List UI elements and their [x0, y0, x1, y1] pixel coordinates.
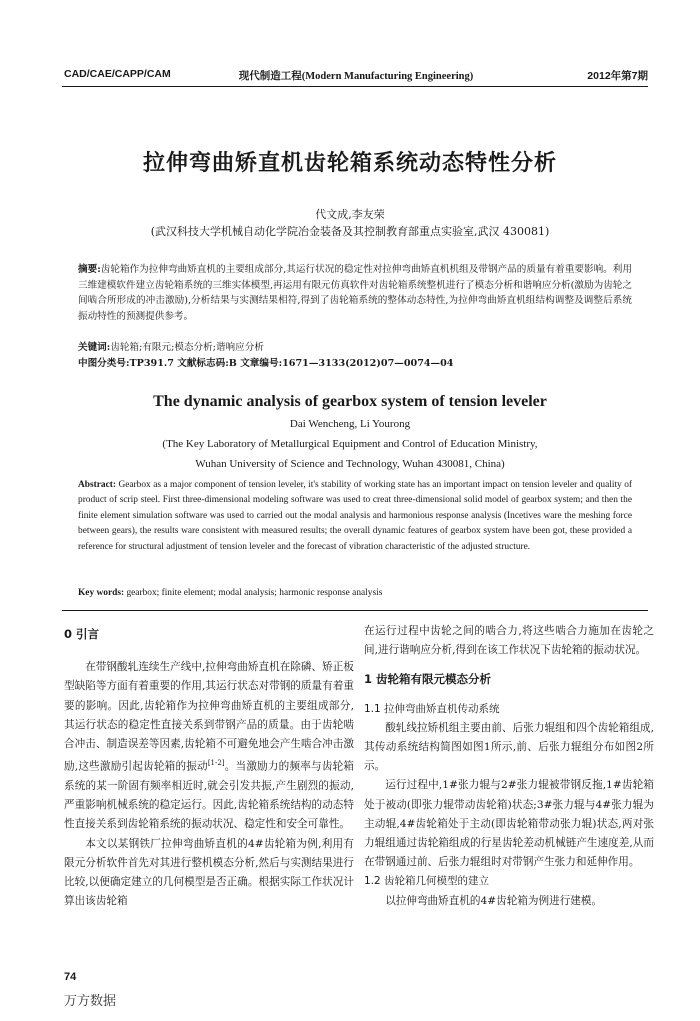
subsection-1-2-heading: 1.2 齿轮箱几何模型的建立: [364, 875, 490, 888]
keywords-en: [78, 586, 632, 601]
body-left-column: [64, 622, 354, 911]
keywords-cn-label: 关键词:: [78, 342, 111, 353]
right-paragraph-0: 在运行过程中齿轮之间的啮合力,将这些啮合力施加在齿轮之间,进行谐响应分析,得到在该工作状况下齿轮箱的振动状况。: [364, 625, 654, 657]
paper-title-cn: 拉伸弯曲矫直机齿轮箱系统动态特性分析: [142, 151, 557, 176]
intro-paragraph-1: [64, 658, 354, 834]
authors-en: Dai Wencheng, Li Yourong: [289, 418, 411, 430]
right-paragraph-1: 酸轧线拉矫机组主要由前、后张力辊组和四个齿轮箱组成,其传动系统结构简图如图1所示,前、后张力辊组分布如图2所示。: [364, 721, 654, 773]
header-issue: 2012年第7期: [587, 70, 648, 82]
body-right-column: [364, 622, 654, 911]
abstract-en: [78, 478, 632, 555]
abstract-cn: [78, 262, 632, 324]
intro-p1-text: 在带钢酸轧连续生产线中,拉伸弯曲矫直机在除磷、矫正板型缺陷等方面有着重要的作用,其运行状态对带钢的质量有着重要的影响。因此,齿轮箱作为拉伸弯曲矫直机的主要组成部分,其运行状态的稳定性直接关系到带钢产品的质量。由于齿轮啮合冲击、制造误差等因素,齿轮箱不可避免地会产生啮合冲击激励,这些激励引起齿轮箱的振动: [64, 661, 354, 773]
abstract-en-label: Abstract:: [78, 480, 117, 490]
affiliation-cn: (武汉科技大学机械自动化学院冶金装备及其控制教育部重点实验室,武汉 430081): [150, 225, 550, 238]
paper-title-en: The dynamic analysis of gearbox system of tension leveler: [153, 393, 547, 410]
abstract-cn-text: 齿轮箱作为拉伸弯曲矫直机的主要组成部分,其运行状况的稳定性对拉伸弯曲矫直机机组及带钢产品的质量有着重要影响。利用三维建模软件建立齿轮箱系统的三维实体模型,再运用有限元仿真软件对齿轮箱系统整机进行了模态分析和谐响应分析(激励为齿轮之间啮合所形成的冲击激励),分析结果与实测结果相符,得到了齿轮箱系统的整体动态特性,为拉伸弯曲矫直机组结构调整及调整后系统振动特性的预测提供参考。: [78, 264, 632, 322]
abstract-divider: [62, 610, 648, 611]
abstract-cn-label: 摘要:: [78, 264, 101, 275]
page-number: 74: [64, 971, 77, 983]
keywords-en-text: gearbox; finite element; modal analysis; harmonic response analysis: [126, 588, 383, 598]
section-1-heading: 1 齿轮箱有限元模态分析: [364, 672, 492, 687]
right-paragraph-2: 运行过程中,1#张力辊与2#张力辊被带钢反拖,1#齿轮箱处于被动(即张力辊带动齿轮箱)状态;3#张力辊与4#张力辊为主动辊,4#齿轮箱处于主动(即齿轮箱带动张力辊)状态,两对张力辊组通过齿轮箱组成的行星齿轮差动机械链产生速度差,从而在带钢通过前、后张力辊组时对带钢产生张力和延伸作用。: [364, 779, 654, 869]
subsection-1-1-heading: 1.1 拉伸弯曲矫直机传动系统: [364, 702, 500, 715]
affiliation-en-line2: Wuhan University of Science and Technology, Wuhan 430081, China): [195, 458, 505, 470]
watermark: 万方数据: [64, 994, 117, 1009]
header-journal-name: 现代制造工程(Modern Manufacturing Engineering): [238, 71, 474, 82]
abstract-en-text: Gearbox as a major component of tension leveler, it's stability of working state has an important impact on tension leveler and quality of product of scrip steel. First three-dimensional modeling software was used to creat three-dimensional solid model of gearbox system; and then the finite element simulation software was used to carried out the modal analysis and harmonious response analysis (Incetives ware the meshing force between gears), the results ware consistent with measured results; the overall dynamic features of gearbox system have been got, these provided a reference for structural adjustment of tension leveler and the forecast of vibration characteristic of the adjusted structure.: [78, 480, 633, 552]
affiliation-en-line1: (The Key Laboratory of Metallurgical Equipment and Control of Education Ministry,: [162, 438, 538, 450]
header-section-tag: CAD/CAE/CAPP/CAM: [64, 68, 171, 80]
citation-1-2: [1-2]: [207, 759, 225, 768]
intro-p1-tail: 。当激励力的频率与齿轮箱系统的某一阶固有频率相近时,就会引发共振,产生剧烈的振动,严重影响机械系统的稳定运行。因此,齿轮箱系统结构的动态特性直接关系到齿轮箱系统的振动状况、稳定性和安全可靠性。: [64, 760, 355, 831]
section-0-heading: 0 引言: [64, 627, 100, 641]
keywords-cn: [78, 340, 632, 356]
classification-cn: 中图分类号:TP391.7 文献标志码:B 文章编号:1671—3133(2012)07—0074—04: [78, 358, 454, 369]
right-paragraph-3: 以拉伸弯曲矫直机的4#齿轮箱为例进行建模。: [385, 894, 603, 907]
intro-paragraph-2: 本文以某钢铁厂拉伸弯曲矫直机的4#齿轮箱为例,利用有限元分析软件首先对其进行整机模态分析,然后与实测结果进行比较,以便确定建立的几何模型是否正确。根据实际工作状况计算出该齿轮箱: [64, 837, 354, 908]
header-rule: [62, 86, 648, 87]
authors-cn: 代文成,李友荣: [315, 208, 385, 221]
keywords-en-label: Key words:: [78, 588, 125, 598]
keywords-cn-text: 齿轮箱;有限元;模态分析;谐响应分析: [110, 342, 264, 353]
running-header: [64, 64, 648, 84]
